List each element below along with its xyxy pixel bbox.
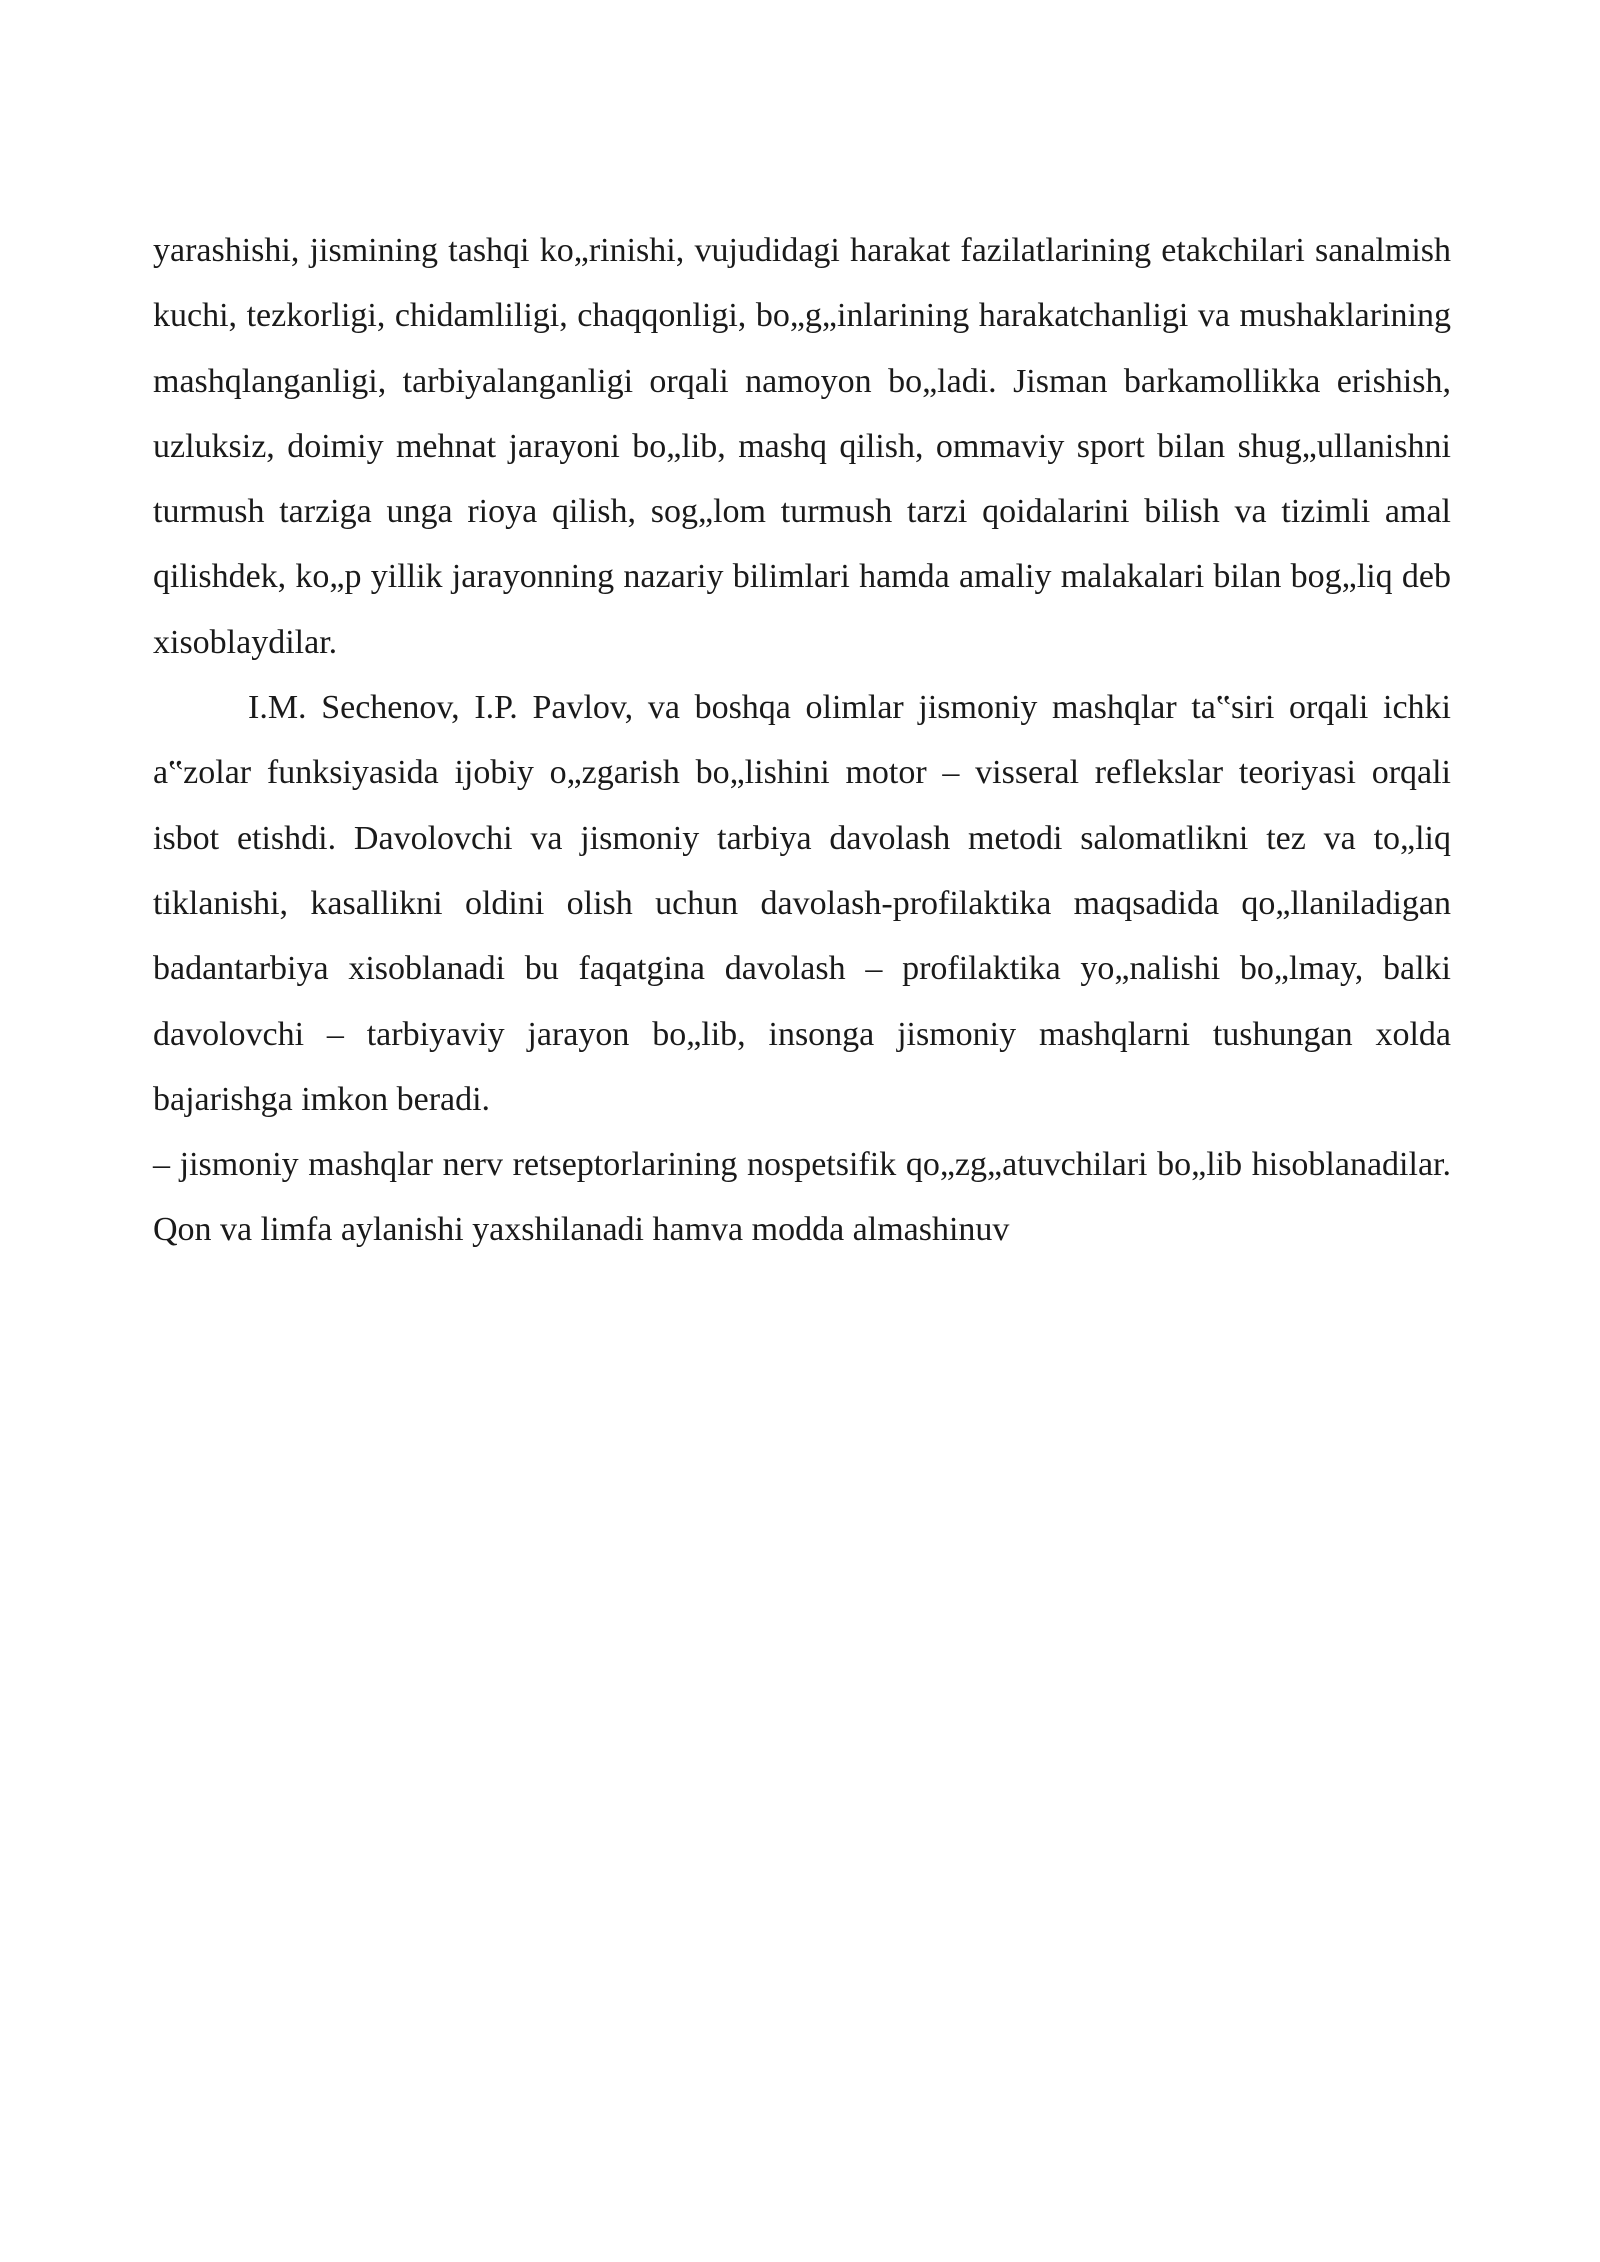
paragraph-2: I.M. Sechenov, I.P. Pavlov, va boshqa olimlar jismoniy mashqlar ta‟siri orqali ichki a‟zolar funksiyasida ijobiy o„zgarish bo„lishini motor – visseral reflekslar teoriyasi orqali isbot etishdi. Davolovchi va jismoniy tarbiya davolash metodi salomatlikni tez va to„liq tiklanishi, kasallikni oldini olish uchun davolash-profilaktika maqsadida qo„llaniladigan badantarbiya xisoblanadi bu faqatgina davolash – profilaktika yo„nalishi bo„lmay, balki davolovchi – tarbiyaviy jarayon bo„lib, insonga jismoniy mashqlarni tushungan xolda bajarishga imkon beradi. — [153, 689, 1451, 1118]
body-text — [153, 218, 1451, 1263]
paragraph-3: – jismoniy mashqlar nerv retseptorlarining nospetsifik qo„zg„atuvchilari bo„lib hisoblanadilar. Qon va limfa aylanishi yaxshilanadi hamva modda almashinuv — [153, 1146, 1451, 1249]
paragraph-1: yarashishi, jismining tashqi ko„rinishi, vujudidagi harakat fazilatlarining etakchilari sanalmish kuchi, tezkorligi, chidamliligi, chaqqonligi, bo„g„inlarining harakatchanligi va mushaklarining mashqlanganligi, tarbiyalanganligi orqali namoyon bo„ladi. Jisman barkamollikka erishish, uzluksiz, doimiy mehnat jarayoni bo„lib, mashq qilish, ommaviy sport bilan shug„ullanishni turmush tarziga unga rioya qilish, sog„lom turmush tarzi qoidalarini bilish va tizimli amal qilishdek, ko„p yillik jarayonning nazariy bilimlari hamda amaliy malakalari bilan bog„liq deb xisoblaydilar. — [153, 232, 1451, 661]
